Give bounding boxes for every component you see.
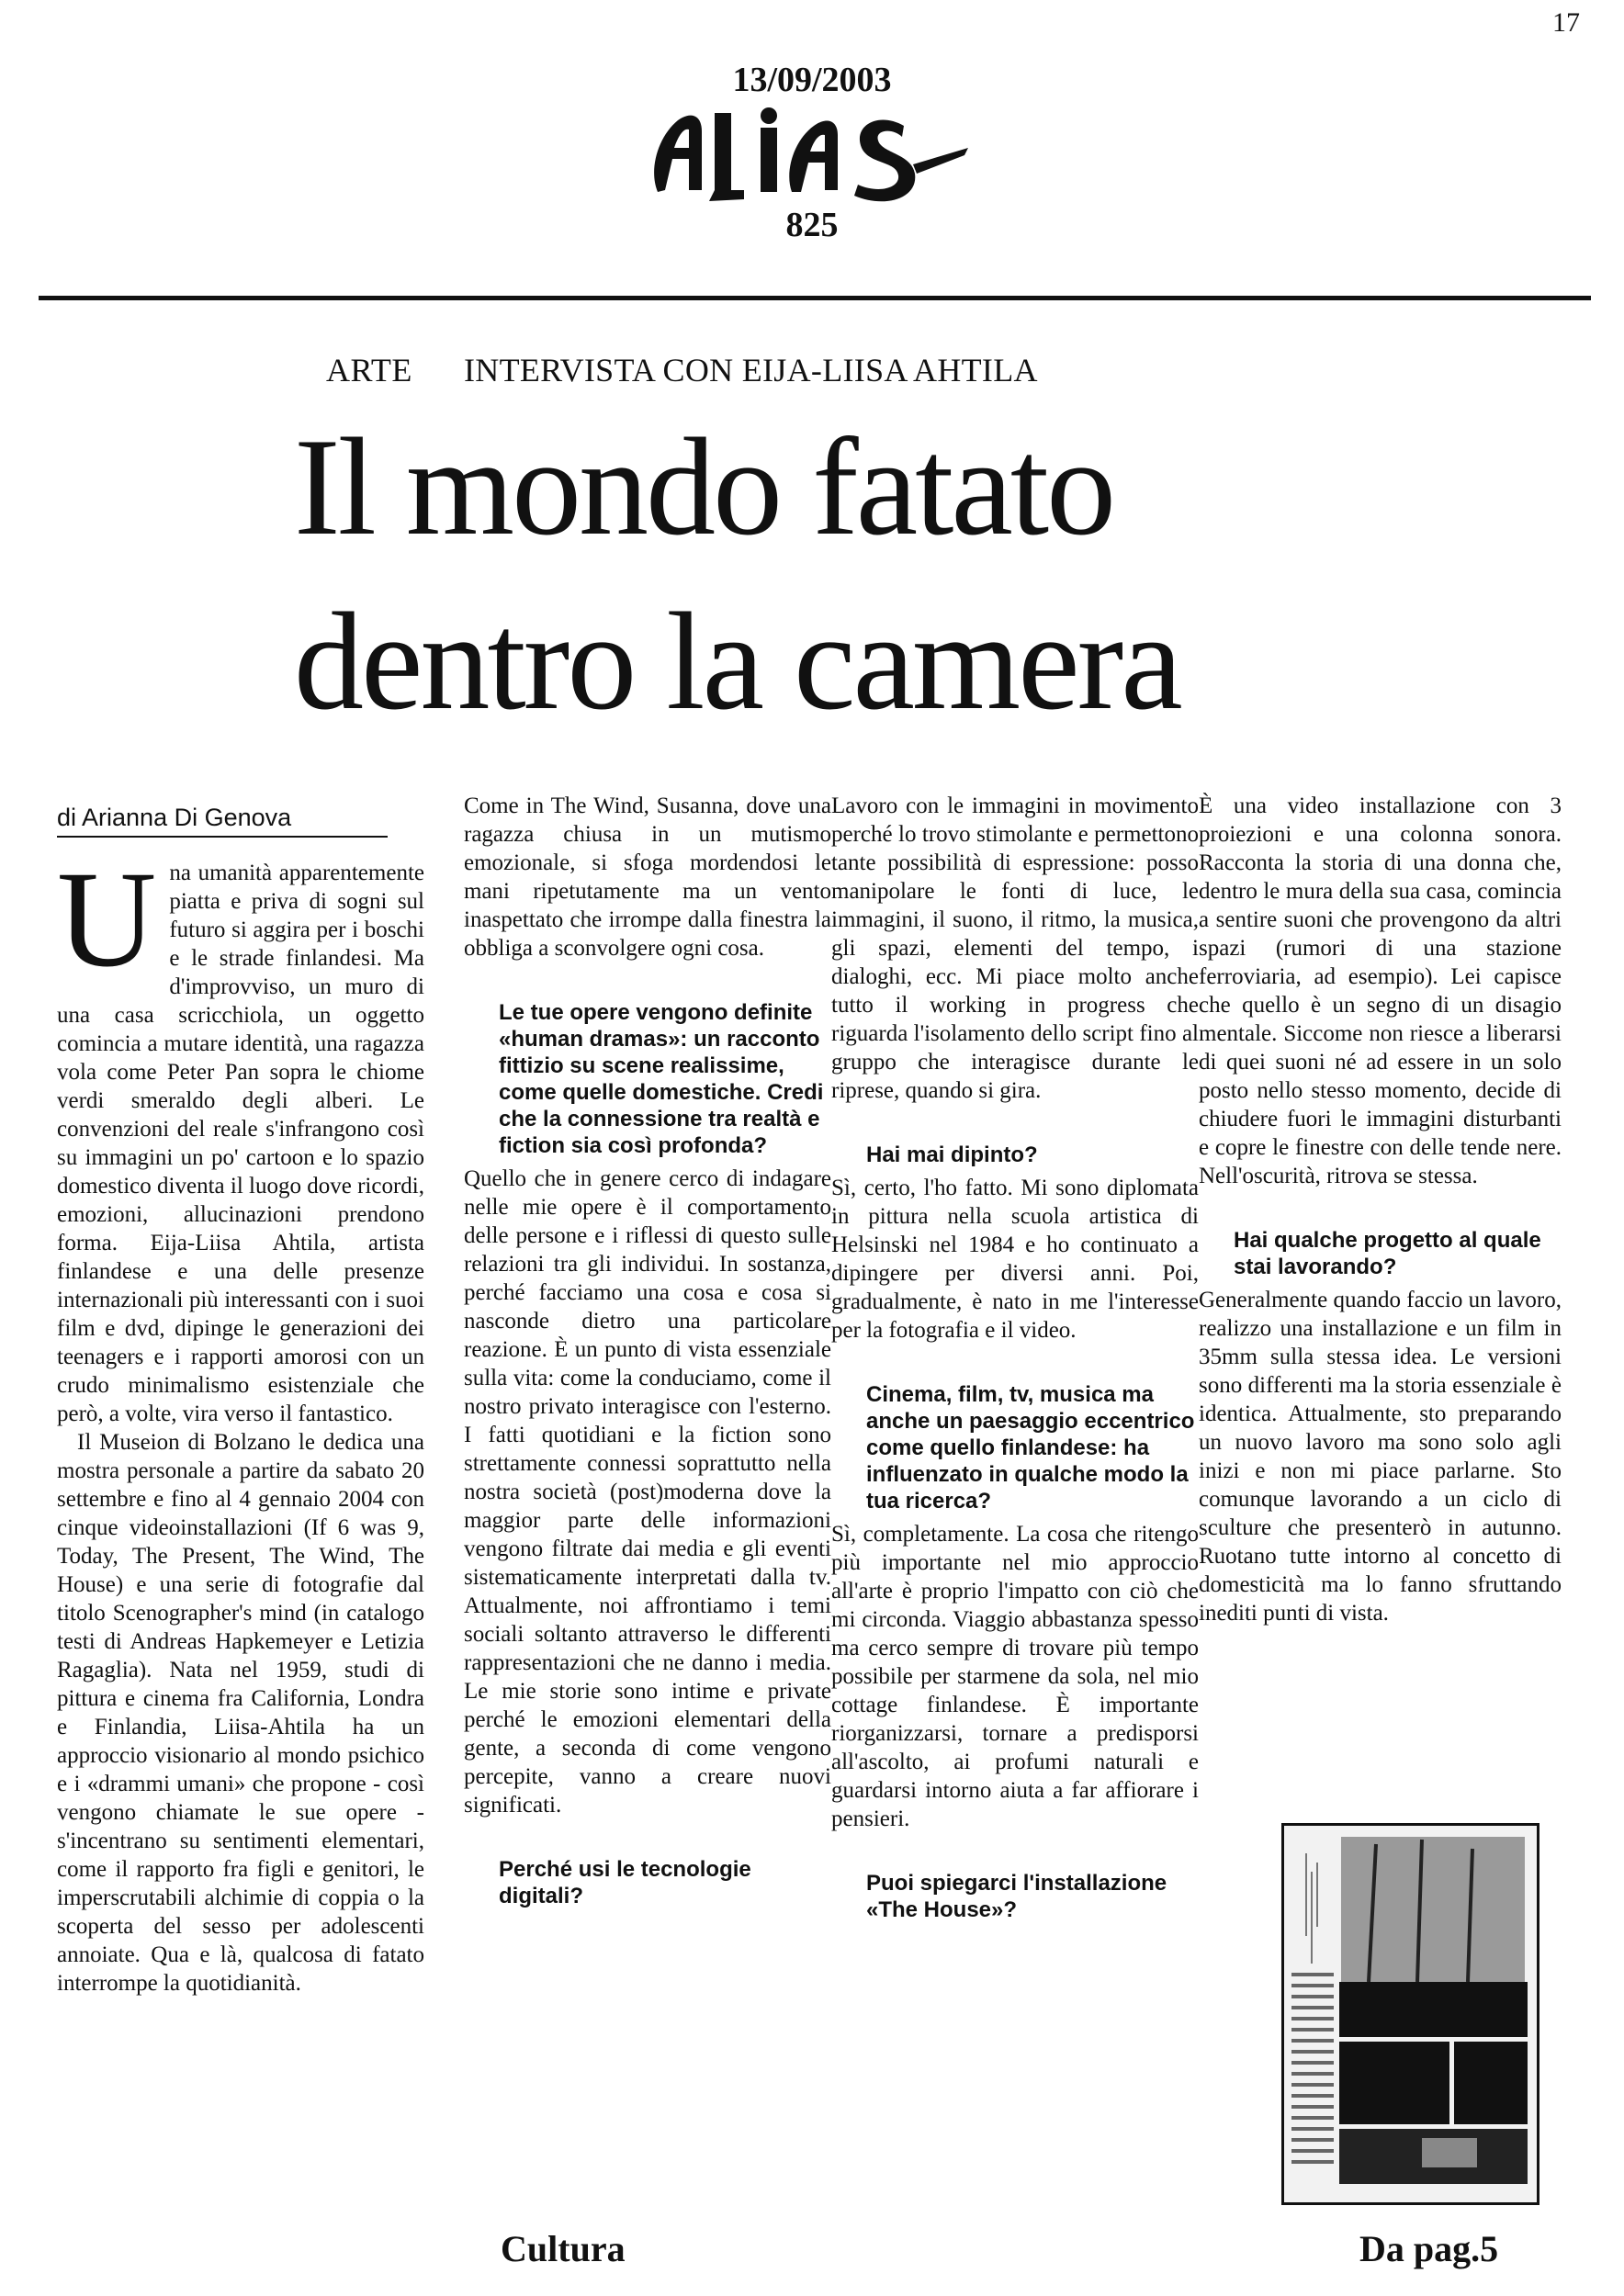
interview-question: Hai qualche progetto al quale stai lavorando? <box>1234 1228 1541 1279</box>
body-paragraph: Il Museion di Bolzano le dedica una mostra personale a partire da sabato 20 settembre e fino al 4 gennaio 2004 con cinque videoinstallazioni (If 6 was 9, Today, The Present, The Wind, The House) e una serie di fotografie dal titolo Scenographer's mind (in catalogo testi di Andreas Hapkemeyer e Letizia Ragaglia). Nata nel 1959, studi di pittura e cinema fra California, Londra e Finlandia, Liisa-Ahtila ha un approccio visionario al mondo psichico e i «drammi umani» che propone - così vengono chiamate le sue opere - s'incentrano su sentimenti elementari, come il rapporto fra figli e genitori, le imperscrutabili alchimie di coppia o la scoperta del sesso per adolescenti annoiate. Qua e là, qualcosa di fatato interrompe la quotidianità. <box>57 1430 424 1996</box>
lead-paragraph: na umanità apparentemente piatta e priva di sogni sul futuro si aggira per i boschi e le strade finlandesi. Ma d'improvviso, un muro di una casa scricchiola, un oggetto comincia a mutare identità, una ragazza vola come Peter Pan sopra le chiome verdi smeraldo degli alberi. Le convenzioni del reale s'infrangono così su immagini un po' cartoon e lo spazio domestico diventa il luogo dove ricordi, emozioni, allucinazioni prendono forma. Eija-Liisa Ahtila, artista finlandese e una delle presenze internazionali più interessanti con i suoi film e dvd, dipinge le generazioni dei teenagers e i rapporti amorosi con un crudo minimalismo esistenziale che però, a volte, vira verso il fantastico. <box>57 861 424 1426</box>
footer-section-label: Cultura <box>501 2228 626 2269</box>
article-column-1 <box>57 843 424 1998</box>
interview-question: Perché usi le tecnologie digitali? <box>499 1857 751 1908</box>
masthead-divider <box>39 296 1591 300</box>
headline <box>294 400 1396 748</box>
masthead-date: 13/09/2003 <box>732 61 892 99</box>
dropcap: U <box>57 843 157 996</box>
masthead-issue: 825 <box>785 206 839 244</box>
interview-answer: Generalmente quando faccio un lavoro, realizzo una installazione e un film in 35mm sulla stessa idea. Le versioni sono differenti ma la storia essenziale è identica. Attualmente, sto preparando un nuovo lavoro ma sono solo agli inizi e non mi piace parlarne. Sto comunque lavorando a un ciclo di sculture che presenterò in autunno. Ruotano tutte intorno al concetto di domesticità ma lo fanno sfruttando inediti punti di vista. <box>1199 1288 1562 1626</box>
interview-answer: Sì, certo, l'ho fatto. Mi sono diplomata in pittura nella scuola artistica di Helsinski nel 1984 e ho continuato a dipingere per diversi anni. Poi, gradualmente, è nato in me l'interesse per la fotografia e il video. <box>831 1176 1199 1343</box>
article-column-3 <box>831 792 1199 1929</box>
byline-rule <box>57 836 388 838</box>
alias-logo <box>637 100 987 208</box>
kicker-topic: INTERVISTA CON EIJA-LIISA AHTILA <box>464 352 1038 388</box>
interview-answer: Sì, completamente. La cosa che ritengo più importante nel mio approccio all'arte è proprio l'impatto con ciò che mi circonda. Viaggio abbastanza spesso ma cerco sempre di trovare più tempo possibile per starmene da sola, nel mio cottage finlandese. È importante riorganizzarsi, tornare a predisporsi all'ascolto, ai profumi naturali e guardarsi intorno aiuta a far affiorare i pensieri. <box>831 1522 1199 1831</box>
kicker-section: ARTE <box>326 352 412 388</box>
article-column-2 <box>464 792 831 1915</box>
page-number: 17 <box>1552 7 1580 38</box>
interview-question: Puoi spiegarci l'installazione «The House»? <box>866 1871 1167 1922</box>
byline: di Arianna Di Genova <box>57 804 292 831</box>
interview-question: Cinema, film, tv, musica ma anche un paesaggio eccentrico come quello finlandese: ha influenzato in qualche modo la tua ricerca? <box>866 1382 1195 1514</box>
interview-question: Hai mai dipinto? <box>866 1142 1038 1167</box>
footer-continued-label: Da pag.5 <box>1359 2228 1499 2269</box>
headline-line-2: dentro la camera <box>294 584 1180 738</box>
interview-answer: Quello che in genere cerco di indagare nelle mie opere è il comportamento delle persone e i riflessi di questo sulle relazioni tra gli individui. In sostanza, perché facciamo una cosa e cosa si nasconde dietro una particolare reazione. È un punto di vista essenziale sulla vita: come la conduciamo, come il nostro privato interagisce con l'esterno. I fatti quotidiani e la fiction sono strettamente connessi soprattutto nella nostra società (post)moderna dove la maggior parte delle informazioni vengono filtrate dai media e gli eventi sistematicamente interpretati dalla tv. Attualmente, noi affrontiamo i temi sociali soltanto attraverso le differenti rappresentazioni che ne danno i media. Le mie storie sono intime e private perché le emozioni elementari della gente, a seconda di come vengono percepite, vanno a creare nuovi significati. <box>464 1166 831 1818</box>
interview-answer: Lavoro con le immagini in movimento perché lo trovo stimolante e permettono tante possibilità di espressione: posso manipolare le fonti di luce, le immagini, il suono, il ritmo, la musica, gli spazi, elementi del tempo, i dialoghi, ecc. Mi piace molto anche tutto il working in progress che riguarda l'isolamento dello script fino al gruppo che interagisce durante le riprese, quando si gira. <box>831 793 1199 1103</box>
body-paragraph: Come in The Wind, Susanna, dove una ragazza chiusa in un mutismo emozionale, si sfoga mordendosi le mani ripetutamente ma un vento inaspettato che irrompe dalla finestra la obbliga a sconvolgere ogni cosa. <box>464 793 831 961</box>
masthead <box>0 60 1624 245</box>
interview-answer: È una video installazione con 3 proiezioni e una colonna sonora. Racconta la storia di una donna che, dentro le mura della sua casa, comincia a sentire suoni che provengono da altri spazi (rumori di una stazione ferroviaria, ad esempio). Lei capisce che quello è un segno di un disagio mentale. Siccome non riesce a liberarsi di quei suoni né ad essere in un solo posto nello stesso momento, decide di chiudere fuori le immagini disturbanti e copre le finestre con delle tende nere. Nell'oscurità, ritrova se stessa. <box>1199 793 1562 1188</box>
article-column-4 <box>1199 792 1562 1627</box>
interview-question: Le tue opere vengono definite «human dramas»: un racconto fittizio su scene realissime, come quelle domestiche. Credi che la connessione tra realtà e fiction sia così profonda? <box>499 1000 824 1158</box>
headline-line-1: Il mondo fatato <box>294 410 1114 564</box>
page-thumbnail-image <box>1281 1823 1539 2205</box>
